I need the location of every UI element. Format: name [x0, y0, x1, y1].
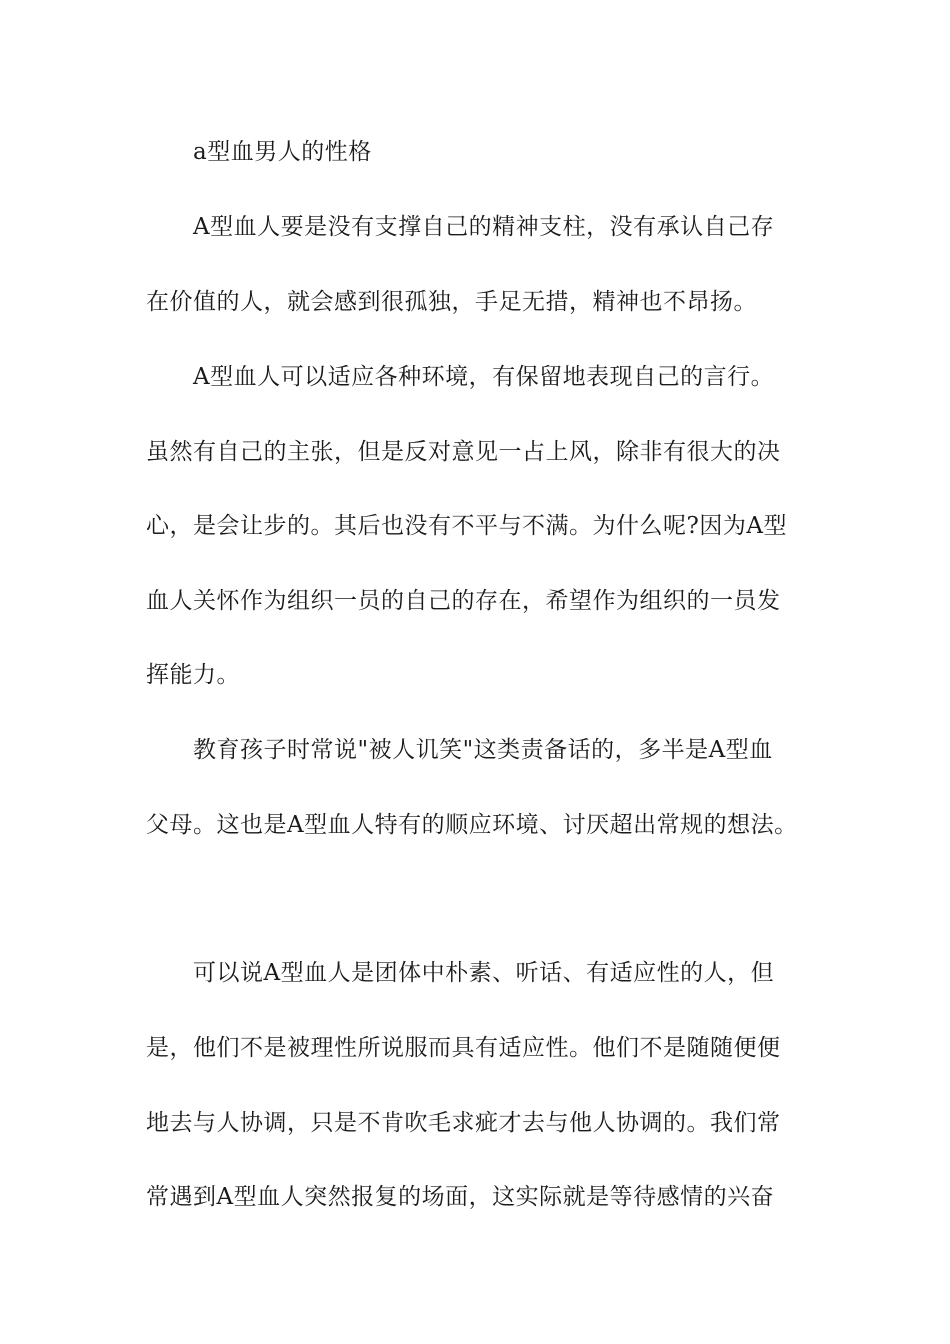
- paragraph-line: 虽然有自己的主张，但是反对意见一占上风，除非有很大的决: [146, 439, 781, 465]
- paragraph-line: 血人关怀作为组织一员的自己的存在，希望作为组织的一员发: [146, 588, 781, 614]
- paragraph-line: A型血人要是没有支撑自己的精神支柱，没有承认自己存: [193, 214, 775, 240]
- paragraph-line: 父母。这也是A型血人特有的顺应环境、讨厌超出常规的想法。: [146, 812, 798, 838]
- paragraph-line: A型血人可以适应各种环境，有保留地表现自己的言行。: [193, 364, 775, 390]
- paragraph-line: 是，他们不是被理性所说服而具有适应性。他们不是随随便便: [146, 1035, 781, 1061]
- paragraph-line: 心，是会让步的。其后也没有不平与不满。为什么呢?因为A型: [146, 513, 787, 539]
- paragraph-line: 常遇到A型血人突然报复的场面，这实际就是等待感情的兴奋: [146, 1184, 775, 1210]
- paragraph-line: 地去与人协调，只是不肯吹毛求疵才去与他人协调的。我们常: [146, 1110, 781, 1136]
- paragraph-line: 可以说A型血人是团体中朴素、听话、有适应性的人，但: [193, 960, 775, 986]
- paragraph-line: 教育孩子时常说"被人讥笑"这类责备话的，多半是A型血: [193, 737, 773, 763]
- paragraph-line: 在价值的人，就会感到很孤独，手足无措，精神也不昂扬。: [146, 289, 757, 315]
- document-title: a型血男人的性格: [193, 139, 372, 165]
- paragraph-line: 挥能力。: [146, 662, 240, 688]
